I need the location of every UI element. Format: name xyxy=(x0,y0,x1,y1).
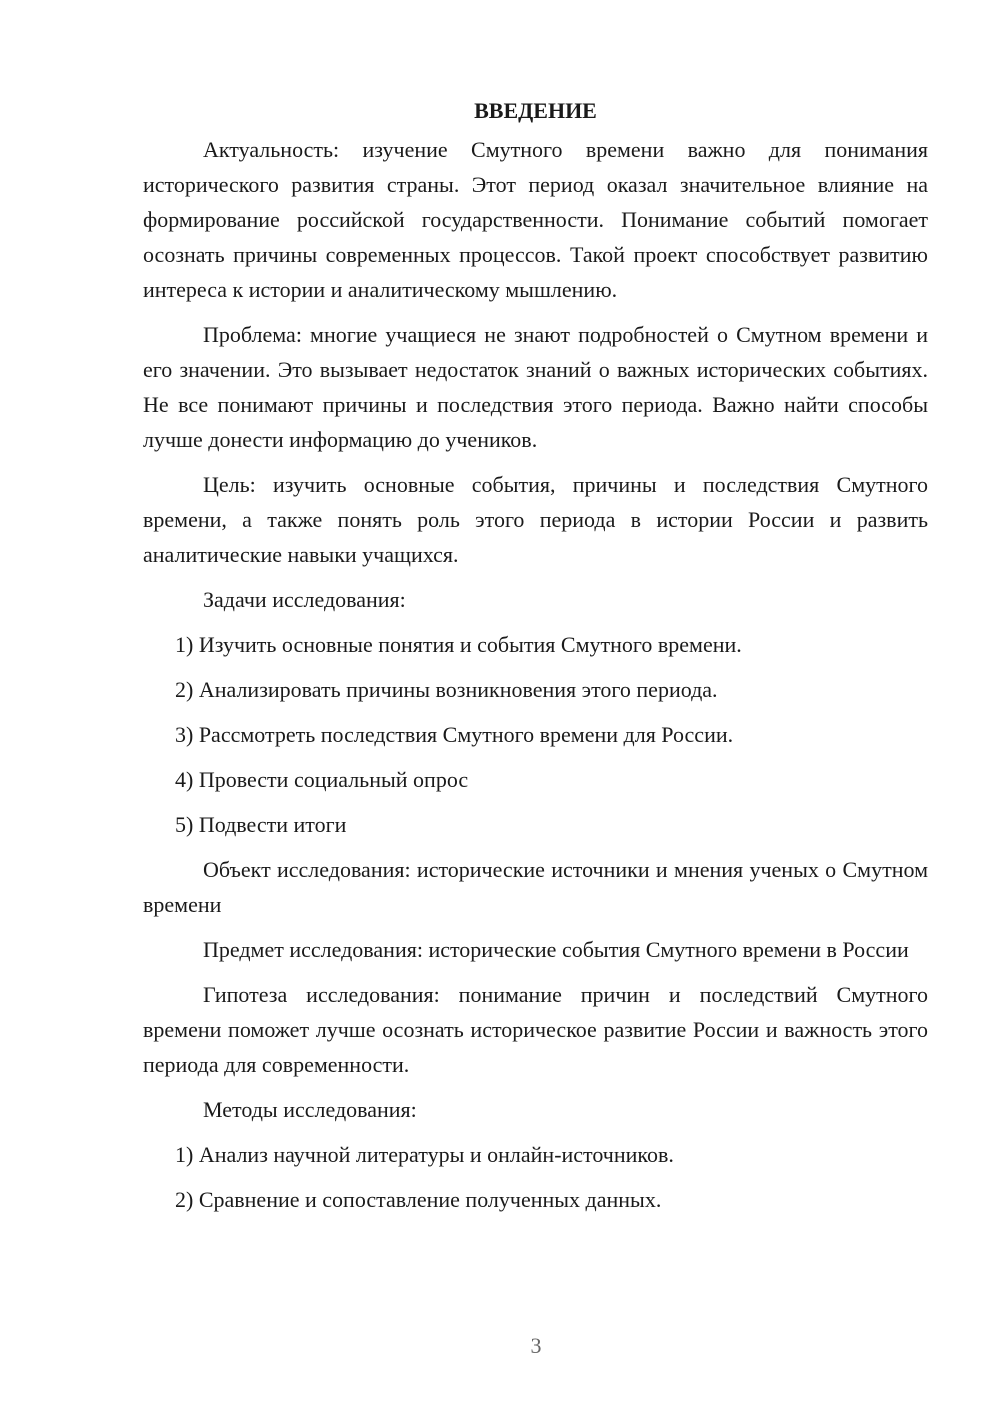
list-item: 1) Анализ научной литературы и онлайн-источников. xyxy=(175,1142,674,1167)
list-item: 4) Провести социальный опрос xyxy=(175,767,469,792)
tasks-label: Задачи исследования: xyxy=(203,587,406,612)
object-paragraph: Объект исследования: исторические источники и мнения ученых о Смутном времени xyxy=(143,857,928,917)
hypothesis-paragraph: Гипотеза исследования: понимание причин и последствий Смутного времени поможет лучше осознать историческое развитие России и важность этого периода для современности. xyxy=(143,982,928,1077)
list-item: 2) Сравнение и сопоставление полученных данных. xyxy=(175,1187,662,1212)
list-item: 3) Рассмотреть последствия Смутного времени для России. xyxy=(175,722,734,747)
subject-paragraph: Предмет исследования: исторические события Смутного времени в России xyxy=(203,937,909,962)
problem-paragraph: Проблема: многие учащиеся не знают подробностей о Смутном времени и его значении. Это вызывает недостаток знаний о важных исторических событиях. Не все понимают причины и последствия этого периода. Важно найти способы лучше донести информацию до учеников. xyxy=(143,322,928,452)
methods-list xyxy=(143,1137,928,1217)
list-item: 1) Изучить основные понятия и события Смутного времени. xyxy=(175,632,742,657)
list-item: 2) Анализировать причины возникновения этого периода. xyxy=(175,677,718,702)
methods-label: Методы исследования: xyxy=(203,1097,417,1122)
page-content xyxy=(143,93,928,1227)
page-number: 3 xyxy=(530,1333,542,1358)
goal-paragraph: Цель: изучить основные события, причины и последствия Смутного времени, а также понять роль этого периода в истории России и развить аналитические навыки учащихся. xyxy=(143,472,928,567)
list-item: 5) Подвести итоги xyxy=(175,812,347,837)
page-title: ВВЕДЕНИЕ xyxy=(474,98,597,123)
relevance-paragraph: Актуальность: изучение Смутного времени важно для понимания исторического развития страны. Этот период оказал значительное влияние на формирование российской государственности. Понимание событий помогает осознать причины современных процессов. Такой проект способствует развитию интереса к истории и аналитическому мышлению. xyxy=(143,137,928,302)
tasks-list xyxy=(143,627,928,842)
